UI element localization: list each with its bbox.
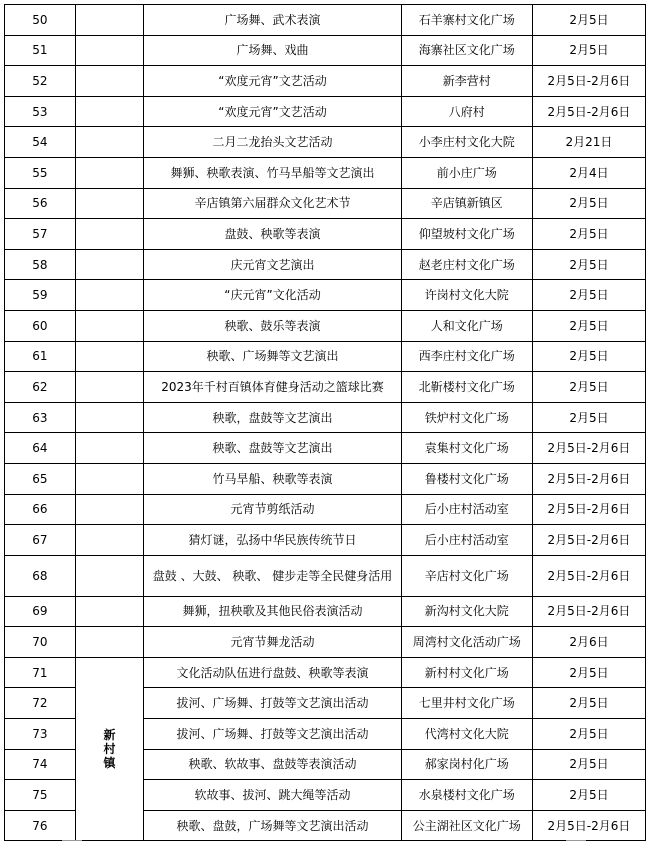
activity-name: 秧歌、盘鼓等文艺演出 [144, 433, 401, 464]
activity-name: “庆元宵”文化活动 [144, 280, 401, 311]
activity-name: 盘鼓 、大鼓、 秧歌、 健步走等全民健身活用 [144, 555, 401, 596]
venue-name: 七里井村文化广场 [401, 688, 532, 719]
row-number: 73 [5, 719, 76, 750]
table-row [5, 280, 646, 311]
activity-name: 秧歌、盘鼓，广场舞等文艺演出活动 [144, 810, 401, 841]
table-row [5, 157, 646, 188]
table-row [5, 127, 646, 158]
event-date: 2月5日 [532, 341, 645, 372]
row-number: 58 [5, 249, 76, 280]
page-corner-mark-left [62, 840, 82, 841]
activity-name: “欢度元宵”文艺活动 [144, 66, 401, 97]
town-cell-blank [75, 372, 144, 403]
venue-name: 赵老庄村文化广场 [401, 249, 532, 280]
town-cell-blank [75, 433, 144, 464]
town-name-char: 镇 [103, 756, 116, 771]
table-row [5, 525, 646, 556]
town-name-char: 新 [103, 728, 116, 743]
row-number: 72 [5, 688, 76, 719]
table-row [5, 219, 646, 250]
venue-name: 后小庄村活动室 [401, 494, 532, 525]
event-date: 2月5日-2月6日 [532, 96, 645, 127]
activity-name: 元宵节剪纸活动 [144, 494, 401, 525]
event-date: 2月5日 [532, 188, 645, 219]
table-row [5, 627, 646, 658]
venue-name: 代湾村文化大院 [401, 719, 532, 750]
event-date: 2月5日 [532, 310, 645, 341]
event-date: 2月21日 [532, 127, 645, 158]
venue-name: 郝家岗村化广场 [401, 749, 532, 780]
venue-name: 许岗村文化大院 [401, 280, 532, 311]
row-number: 55 [5, 157, 76, 188]
venue-name: 人和文化广场 [401, 310, 532, 341]
activity-name: 庆元宵文艺演出 [144, 249, 401, 280]
activity-name: 软故事、拔河、跳大绳等活动 [144, 780, 401, 811]
row-number: 50 [5, 5, 76, 36]
table-row [5, 372, 646, 403]
activity-name: 秧歌、广场舞等文艺演出 [144, 341, 401, 372]
event-date: 2月5日-2月6日 [532, 525, 645, 556]
activity-name: 广场舞、戏曲 [144, 35, 401, 66]
activity-name: 竹马旱船、秧歌等表演 [144, 463, 401, 494]
venue-name: 八府村 [401, 96, 532, 127]
town-cell-blank [75, 35, 144, 66]
activity-name: 拔河、广场舞、打鼓等文艺演出活动 [144, 719, 401, 750]
activity-name: 文化活动队伍进行盘鼓、秧歌等表演 [144, 657, 401, 688]
activity-name: 辛店镇第六届群众文化艺术节 [144, 188, 401, 219]
event-date: 2月5日 [532, 780, 645, 811]
row-number: 65 [5, 463, 76, 494]
table-row [5, 555, 646, 596]
row-number: 60 [5, 310, 76, 341]
table-row [5, 494, 646, 525]
town-cell-blank [75, 66, 144, 97]
event-date: 2月5日 [532, 280, 645, 311]
page-corner-mark-right [566, 840, 586, 841]
venue-name: 北靳楼村文化广场 [401, 372, 532, 403]
table-row [5, 96, 646, 127]
row-number: 57 [5, 219, 76, 250]
town-cell-blank [75, 127, 144, 158]
town-cell-blank [75, 96, 144, 127]
town-cell-blank [75, 5, 144, 36]
town-cell-blank [75, 310, 144, 341]
row-number: 75 [5, 780, 76, 811]
town-cell-blank [75, 249, 144, 280]
event-date: 2月5日 [532, 249, 645, 280]
venue-name: 周湾村文化活动广场 [401, 627, 532, 658]
venue-name: 新李营村 [401, 66, 532, 97]
row-number: 70 [5, 627, 76, 658]
town-name-char: 村 [103, 742, 116, 757]
venue-name: 石羊寨村文化广场 [401, 5, 532, 36]
row-number: 61 [5, 341, 76, 372]
row-number: 52 [5, 66, 76, 97]
town-cell-blank [75, 341, 144, 372]
town-cell-blank [75, 494, 144, 525]
town-cell-blank [75, 525, 144, 556]
table-row [5, 657, 646, 688]
table-row [5, 5, 646, 36]
venue-name: 新村村文化广场 [401, 657, 532, 688]
town-cell-blank [75, 280, 144, 311]
table-row [5, 596, 646, 627]
town-cell-blank [75, 402, 144, 433]
activity-name: 秧歌，盘鼓等文艺演出 [144, 402, 401, 433]
activity-name: 秧歌、鼓乐等表演 [144, 310, 401, 341]
row-number: 59 [5, 280, 76, 311]
activity-name: 舞狮，扭秧歌及其他民俗表演活动 [144, 596, 401, 627]
town-cell-blank [75, 555, 144, 596]
activity-name: “欢度元宵”文艺活动 [144, 96, 401, 127]
venue-name: 新沟村文化大院 [401, 596, 532, 627]
venue-name: 前小庄广场 [401, 157, 532, 188]
venue-name: 仰望坡村文化广场 [401, 219, 532, 250]
venue-name: 小李庄村文化大院 [401, 127, 532, 158]
activity-name: 元宵节舞龙活动 [144, 627, 401, 658]
venue-name: 辛店村文化广场 [401, 555, 532, 596]
row-number: 67 [5, 525, 76, 556]
venue-name: 海寨社区文化广场 [401, 35, 532, 66]
venue-name: 铁炉村文化广场 [401, 402, 532, 433]
table-row [5, 188, 646, 219]
row-number: 53 [5, 96, 76, 127]
row-number: 76 [5, 810, 76, 841]
row-number: 71 [5, 657, 76, 688]
venue-name: 辛店镇新镇区 [401, 188, 532, 219]
row-number: 66 [5, 494, 76, 525]
table-row [5, 463, 646, 494]
event-date: 2月5日-2月6日 [532, 433, 645, 464]
event-date: 2月5日 [532, 749, 645, 780]
activity-name: 二月二龙抬头文艺活动 [144, 127, 401, 158]
event-date: 2月5日 [532, 219, 645, 250]
row-number: 64 [5, 433, 76, 464]
event-date: 2月5日-2月6日 [532, 66, 645, 97]
event-date: 2月5日-2月6日 [532, 555, 645, 596]
event-date: 2月5日-2月6日 [532, 463, 645, 494]
activity-name: 拔河、广场舞、打鼓等文艺演出活动 [144, 688, 401, 719]
event-date: 2月5日 [532, 402, 645, 433]
events-table [4, 4, 646, 841]
event-date: 2月5日 [532, 5, 645, 36]
activity-name: 盘鼓、秧歌等表演 [144, 219, 401, 250]
activity-name: 2023年千村百镇体育健身活动之篮球比赛 [144, 372, 401, 403]
table-row [5, 433, 646, 464]
event-date: 2月6日 [532, 627, 645, 658]
activity-name: 秧歌、软故事、盘鼓等表演活动 [144, 749, 401, 780]
row-number: 54 [5, 127, 76, 158]
town-cell-blank [75, 188, 144, 219]
event-date: 2月5日 [532, 372, 645, 403]
activity-name: 舞狮、秧歌表演、竹马旱船等文艺演出 [144, 157, 401, 188]
row-number: 56 [5, 188, 76, 219]
town-cell-blank [75, 463, 144, 494]
table-row [5, 402, 646, 433]
town-cell-blank [75, 219, 144, 250]
event-date: 2月5日-2月6日 [532, 810, 645, 841]
row-number: 74 [5, 749, 76, 780]
row-number: 51 [5, 35, 76, 66]
venue-name: 西李庄村文化广场 [401, 341, 532, 372]
table-row [5, 66, 646, 97]
table-row [5, 341, 646, 372]
table-row [5, 310, 646, 341]
event-date: 2月5日 [532, 35, 645, 66]
row-number: 69 [5, 596, 76, 627]
venue-name: 袁集村文化广场 [401, 433, 532, 464]
event-date: 2月4日 [532, 157, 645, 188]
event-date: 2月5日 [532, 719, 645, 750]
event-date: 2月5日-2月6日 [532, 596, 645, 627]
venue-name: 水泉楼村文化广场 [401, 780, 532, 811]
event-date: 2月5日 [532, 657, 645, 688]
town-cell-blank [75, 157, 144, 188]
town-cell-blank [75, 596, 144, 627]
venue-name: 后小庄村活动室 [401, 525, 532, 556]
activity-name: 猜灯谜，弘扬中华民族传统节日 [144, 525, 401, 556]
venue-name: 鲁楼村文化广场 [401, 463, 532, 494]
row-number: 63 [5, 402, 76, 433]
events-table-body [5, 5, 646, 841]
town-cell-blank [75, 627, 144, 658]
table-row [5, 35, 646, 66]
row-number: 68 [5, 555, 76, 596]
town-name [75, 657, 144, 841]
event-date: 2月5日-2月6日 [532, 494, 645, 525]
row-number: 62 [5, 372, 76, 403]
table-row [5, 249, 646, 280]
activity-name: 广场舞、武术表演 [144, 5, 401, 36]
event-date: 2月5日 [532, 688, 645, 719]
venue-name: 公主湖社区文化广场 [401, 810, 532, 841]
